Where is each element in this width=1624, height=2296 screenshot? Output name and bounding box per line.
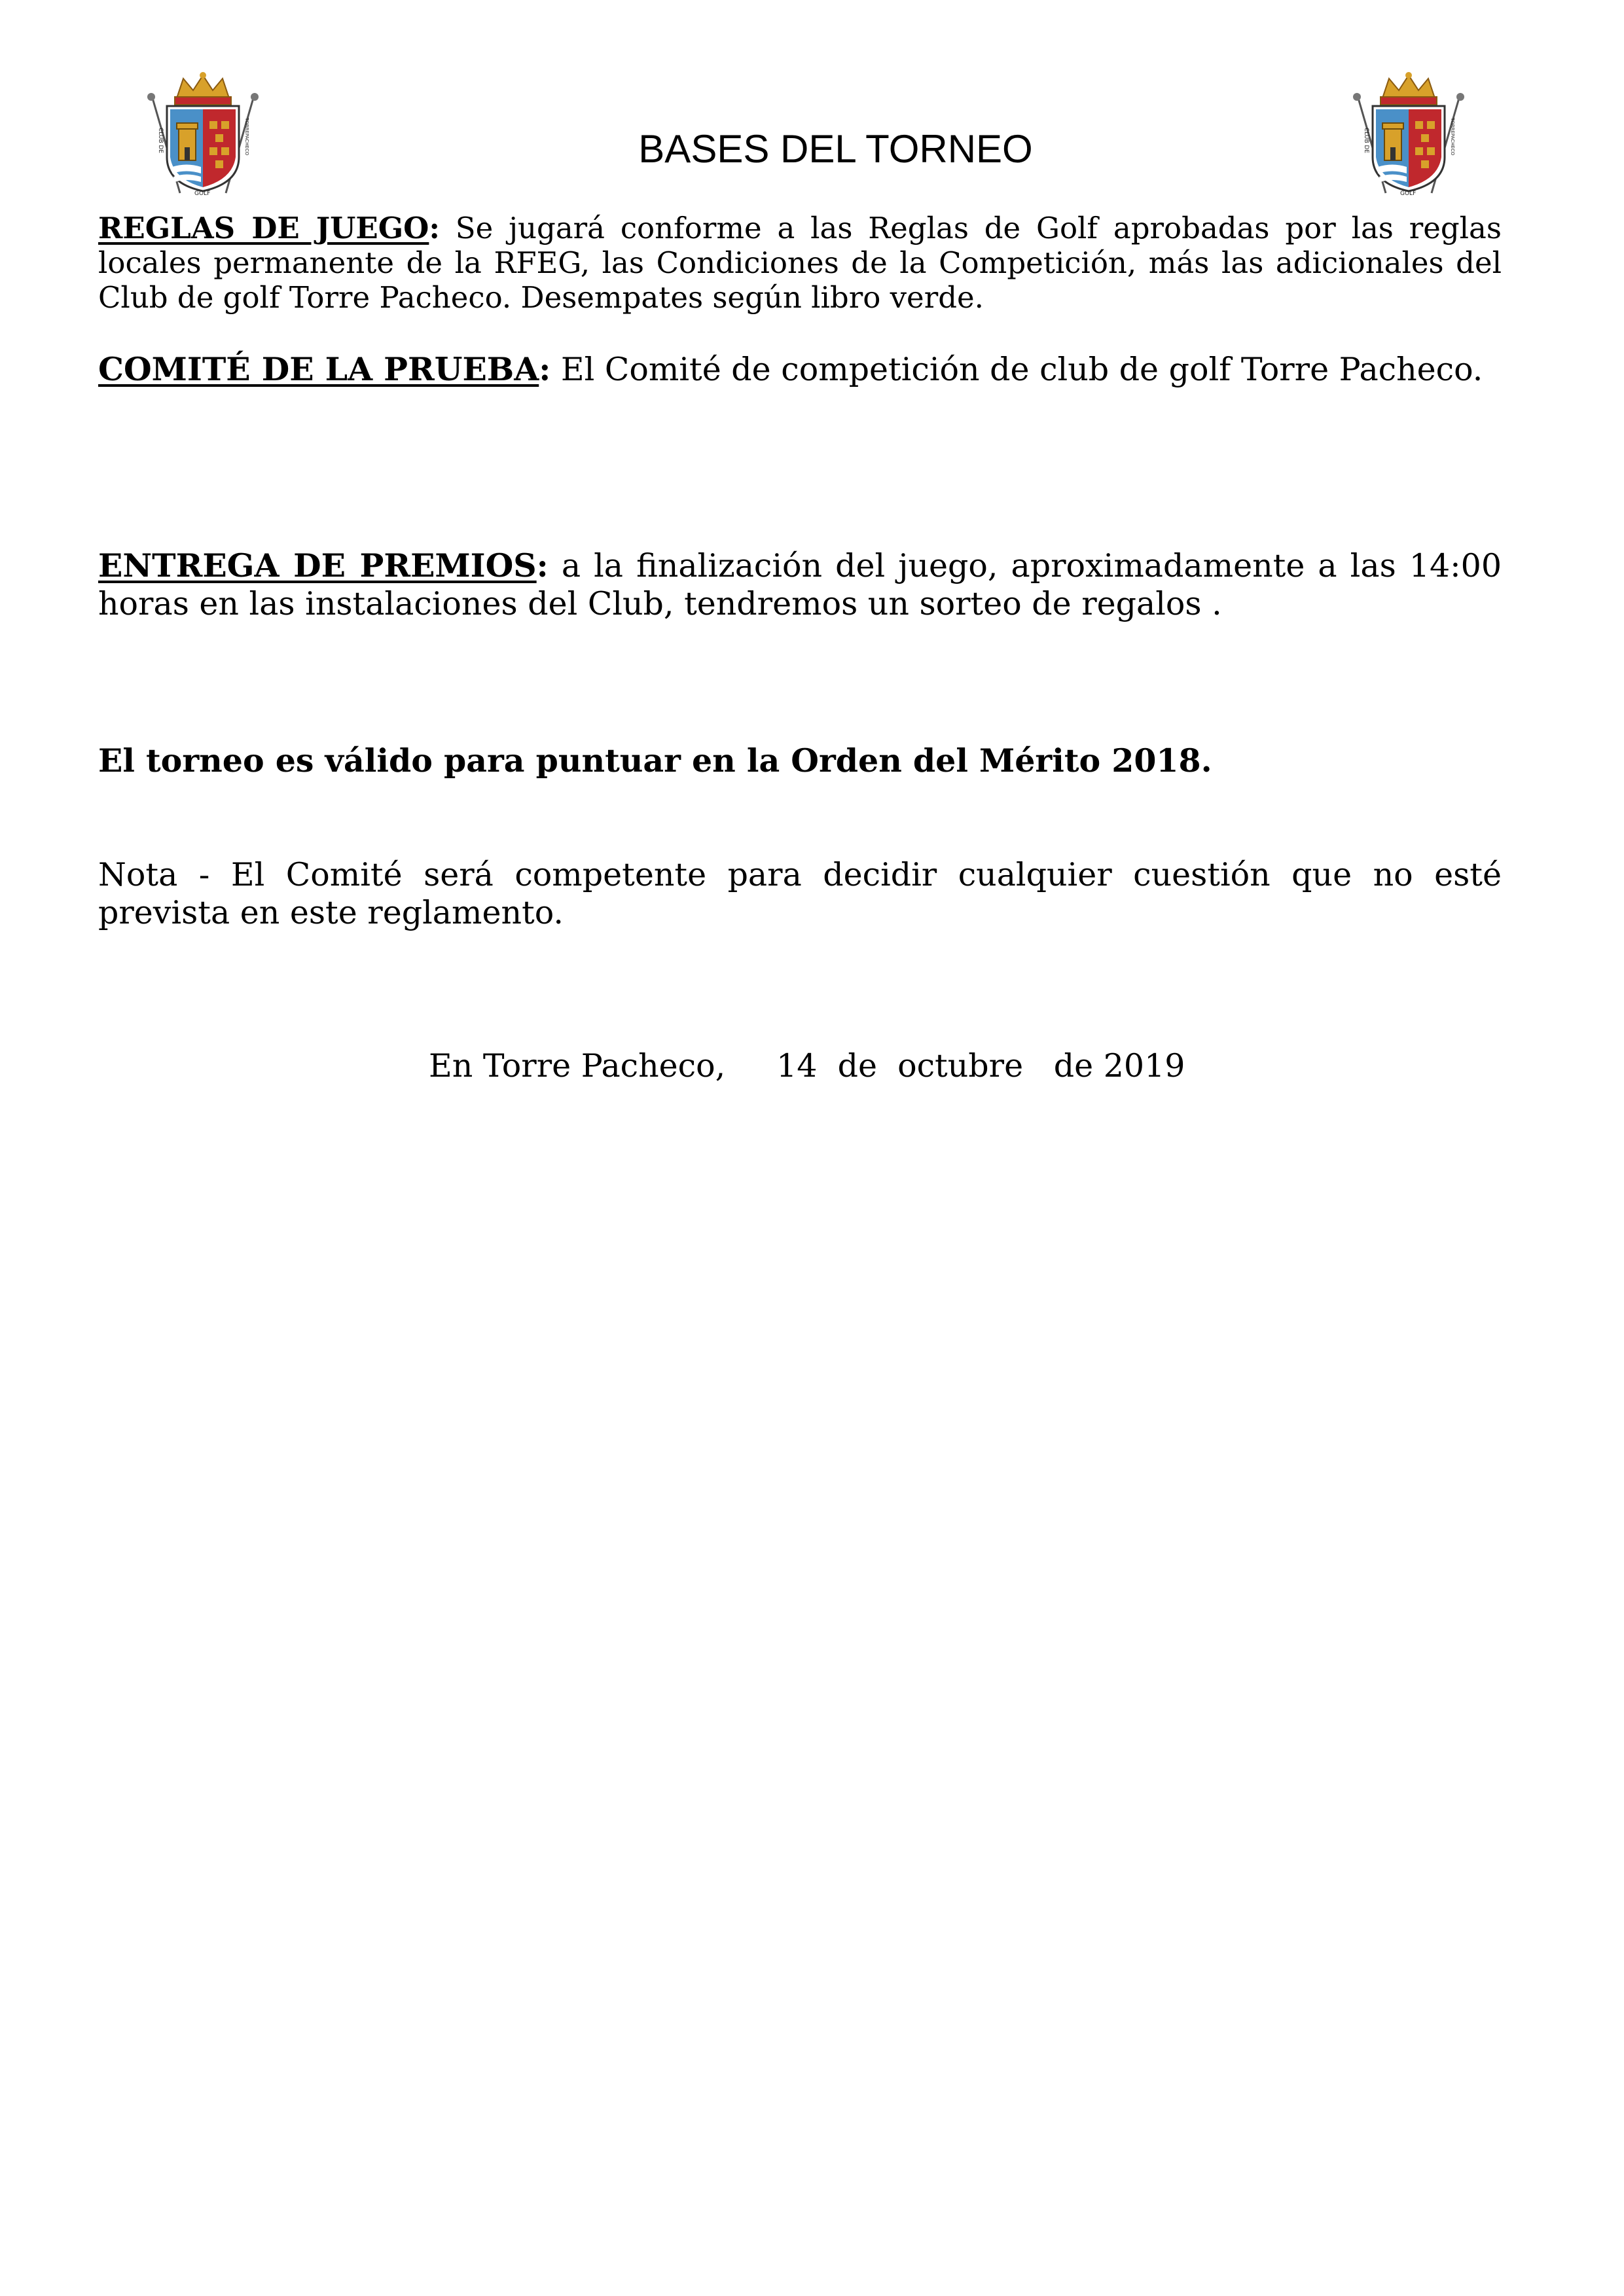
crest-text-side: TORREPACHECO bbox=[1450, 118, 1455, 156]
nota-paragraph: Nota - El Comité será competente para decidir cualquier cuestión que no esté prevista en este reglamento. bbox=[98, 856, 1502, 931]
crest-text-bottom: GOLF bbox=[194, 190, 211, 196]
comite-paragraph bbox=[98, 351, 1502, 387]
comite-label: COMITÉ DE LA PRUEBA bbox=[98, 350, 539, 388]
comite-colon: : bbox=[539, 350, 551, 388]
reglas-label: REGLAS DE JUEGO bbox=[98, 211, 429, 245]
crest-text-side: TORREPACHECO bbox=[244, 118, 249, 156]
premios-text: a la finalización del juego, aproximadamente a las 14:00 horas en las instalaciones del Club, tendremos un sorteo de regalos . bbox=[98, 547, 1502, 622]
premios-paragraph bbox=[98, 547, 1502, 623]
reglas-text: Se jugará conforme a las Reglas de Golf aprobadas por las reglas locales permanente de la RFEG, las Condiciones de la Competición, más las adicionales del Club de golf Torre Pacheco. Desempates según libro verde. bbox=[98, 211, 1502, 315]
premios-label: ENTREGA DE PREMIOS bbox=[98, 547, 537, 584]
crest-text-bottom: GOLF bbox=[1400, 190, 1416, 196]
crest-text-top: CLUB DE bbox=[1363, 128, 1369, 154]
reglas-colon: : bbox=[429, 211, 440, 245]
crest-text-top: CLUB DE bbox=[157, 128, 164, 154]
reglas-paragraph bbox=[98, 211, 1502, 315]
comite-text: El Comité de competición de club de golf Torre Pacheco. bbox=[550, 351, 1483, 388]
page-title: BASES DEL TORNEO bbox=[638, 127, 1033, 171]
premios-colon: : bbox=[536, 547, 549, 584]
orden-merito-paragraph: El torneo es válido para puntuar en la Orden del Mérito 2018. bbox=[98, 742, 1212, 780]
fecha-line: En Torre Pacheco, 14 de octubre de 2019 bbox=[429, 1047, 1185, 1085]
